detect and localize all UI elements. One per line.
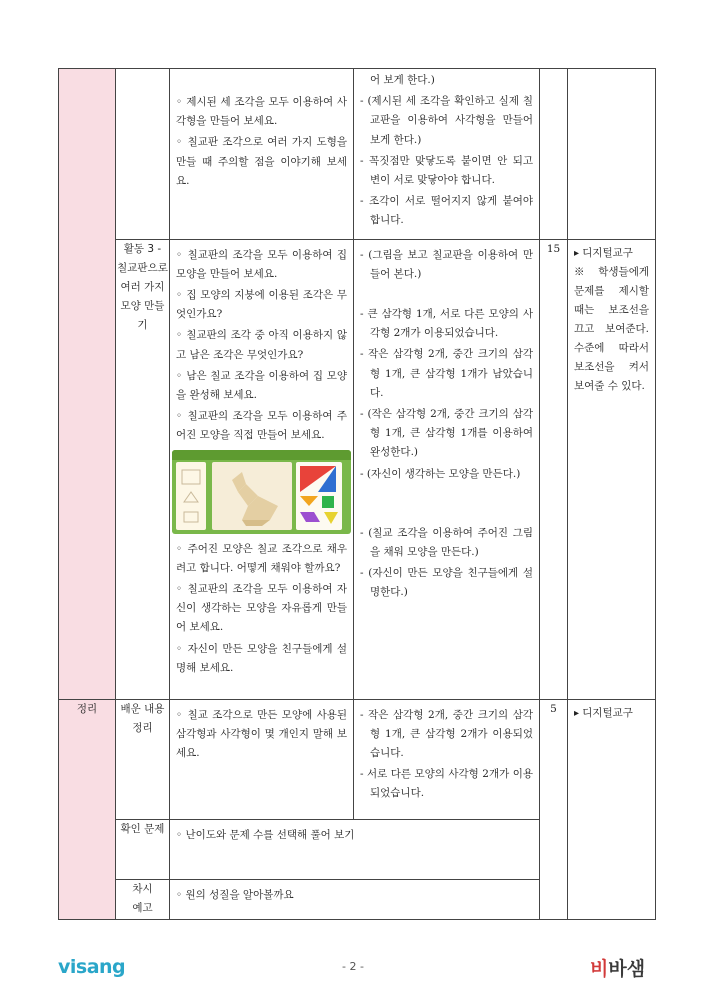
app-top-bar: [172, 450, 351, 460]
tangram-thumbnail-icon: [176, 462, 206, 530]
stage-cell-wrapup: 정리: [59, 699, 116, 919]
activity-title-line: 정리: [132, 721, 153, 734]
student-response: - (그림을 보고 칠교판을 이용하여 만들어 본다.): [360, 246, 533, 284]
student-response: - (자신이 생각하는 모양을 만든다.): [360, 465, 533, 484]
teacher-cell: [170, 879, 540, 919]
teacher-question: ◦ 칠교판의 조각을 모두 이용하여 자신이 생각하는 모양을 자유롭게 만들어 보세요.: [176, 580, 347, 638]
student-response: - (자신이 만든 모양을 친구들에게 설명한다.): [360, 564, 533, 602]
app-piece-tray: [296, 462, 342, 530]
activity-cell: [116, 699, 170, 819]
student-cell: [354, 239, 540, 699]
bibasaem-logo-part: 바샘: [608, 958, 646, 980]
teacher-question: ◦ 칠교판 조각으로 여러 가지 도형을 만들 때 주의할 점을 이야기해 보세요.: [176, 133, 347, 191]
table-row: [59, 239, 656, 699]
page-number: - 2 -: [342, 960, 364, 973]
stage-cell-develop: [59, 69, 116, 700]
teacher-question: ◦ 남은 칠교 조각을 이용하여 집 모양을 완성해 보세요.: [176, 367, 347, 405]
activity-title-line: 예고: [132, 901, 153, 914]
table-row: [59, 69, 656, 240]
note-cell: [568, 699, 656, 919]
student-cell: [354, 699, 540, 819]
activity-cell: [116, 879, 170, 919]
teacher-question: ◦ 주어진 모양은 칠교 조각으로 채우려고 합니다. 어떻게 채워야 할까요?: [176, 540, 347, 578]
note-digital-tool: ▸ 디지털교구: [574, 244, 649, 263]
teacher-question: ◦ 칠교판의 조각을 모두 이용하여 주어진 모양을 직접 만들어 보세요.: [176, 407, 347, 445]
student-response: - (칠교 조각을 이용하여 주어진 그림을 채워 모양을 만든다.): [360, 524, 533, 562]
student-response: - 조각이 서로 떨어지지 않게 붙여야 합니다.: [360, 192, 533, 230]
bibasaem-logo: [590, 954, 645, 981]
teacher-cell: [170, 819, 540, 879]
note-cell: [568, 69, 656, 240]
student-response: - 작은 삼각형 2개, 중간 크기의 삼각형 1개, 큰 삼각형 2개가 이용되었습니다.: [360, 706, 533, 764]
activity-title-line: 활동 3 -: [123, 242, 162, 255]
student-response: 어 보게 한다.): [370, 74, 435, 86]
teacher-cell: [170, 239, 354, 699]
teacher-question: ◦ 난이도와 문제 수를 선택해 풀어 보기: [176, 826, 533, 845]
note-cell: [568, 239, 656, 699]
activity-title-line: 모양 만들기: [120, 300, 165, 332]
student-response: - 서로 다른 모양의 사각형 2개가 이용되었습니다.: [360, 765, 533, 803]
teacher-question: ◦ 칠교 조각으로 만든 모양에 사용된 삼각형과 사각형이 몇 개인지 말해 보세요.: [176, 706, 347, 764]
teacher-question: ◦ 제시된 세 조각을 모두 이용하여 사각형을 만들어 보세요.: [176, 93, 347, 131]
activity-title-line: 여러 가지: [120, 281, 165, 294]
activity-cell: [116, 69, 170, 240]
note-digital-tool: ▸ 디지털교구: [574, 704, 649, 723]
lesson-plan-table: [58, 68, 656, 920]
student-response: - (제시된 세 조각을 확인하고 실제 칠교판을 이용하여 사각형을 만들어 보게 한다.): [360, 92, 533, 150]
student-response: - 꼭짓점만 맞닿도록 붙이면 안 되고 변이 서로 맞닿아야 합니다.: [360, 152, 533, 190]
student-response: - 작은 삼각형 2개, 중간 크기의 삼각형 1개, 큰 삼각형 1개가 남았습니다.: [360, 345, 533, 403]
student-response: - (작은 삼각형 2개, 중간 크기의 삼각형 1개, 큰 삼각형 1개를 이용하여 완성한다.): [360, 405, 533, 463]
student-response: - 큰 삼각형 1개, 서로 다른 모양의 사각형 2개가 이용되었습니다.: [360, 305, 533, 343]
activity-cell: [116, 239, 170, 699]
teacher-question: ◦ 집 모양의 지붕에 이용된 조각은 무엇인가요?: [176, 286, 347, 324]
app-left-panel: [176, 462, 206, 530]
activity-title-line: 차시: [132, 882, 153, 895]
bibasaem-logo-part: 비: [590, 958, 609, 980]
swan-silhouette-icon: [212, 462, 292, 530]
teacher-cell: [170, 69, 354, 240]
tangram-app-screenshot: [172, 450, 351, 534]
activity-title-line: 배운 내용: [120, 702, 165, 715]
tangram-pieces-icon: [296, 462, 342, 530]
table-row: [59, 699, 656, 819]
activity-cell: 확인 문제: [116, 819, 170, 879]
activity-title-line: 칠교판으로: [117, 261, 168, 274]
teacher-question: ◦ 칠교판의 조각을 모두 이용하여 집 모양을 만들어 보세요.: [176, 246, 347, 284]
visang-logo: visang: [58, 956, 126, 978]
time-cell: 5: [540, 699, 568, 919]
app-puzzle-board: [212, 462, 292, 530]
teacher-cell: [170, 699, 354, 819]
teacher-question: ◦ 칠교판의 조각 중 아직 이용하지 않고 남은 조각은 무엇인가요?: [176, 326, 347, 364]
student-cell: [354, 69, 540, 240]
time-cell: 15: [540, 239, 568, 699]
teacher-question: ◦ 자신이 만든 모양을 친구들에게 설명해 보세요.: [176, 640, 347, 678]
teacher-question: ◦ 원의 성질을 알아볼까요: [176, 886, 533, 905]
note-reference: ※ 학생들에게 문제를 제시할 때는 보조선을 끄고 보여준다. 수준에 따라서 보조선을 켜서 보여줄 수 있다.: [574, 265, 649, 392]
time-cell: [540, 69, 568, 240]
